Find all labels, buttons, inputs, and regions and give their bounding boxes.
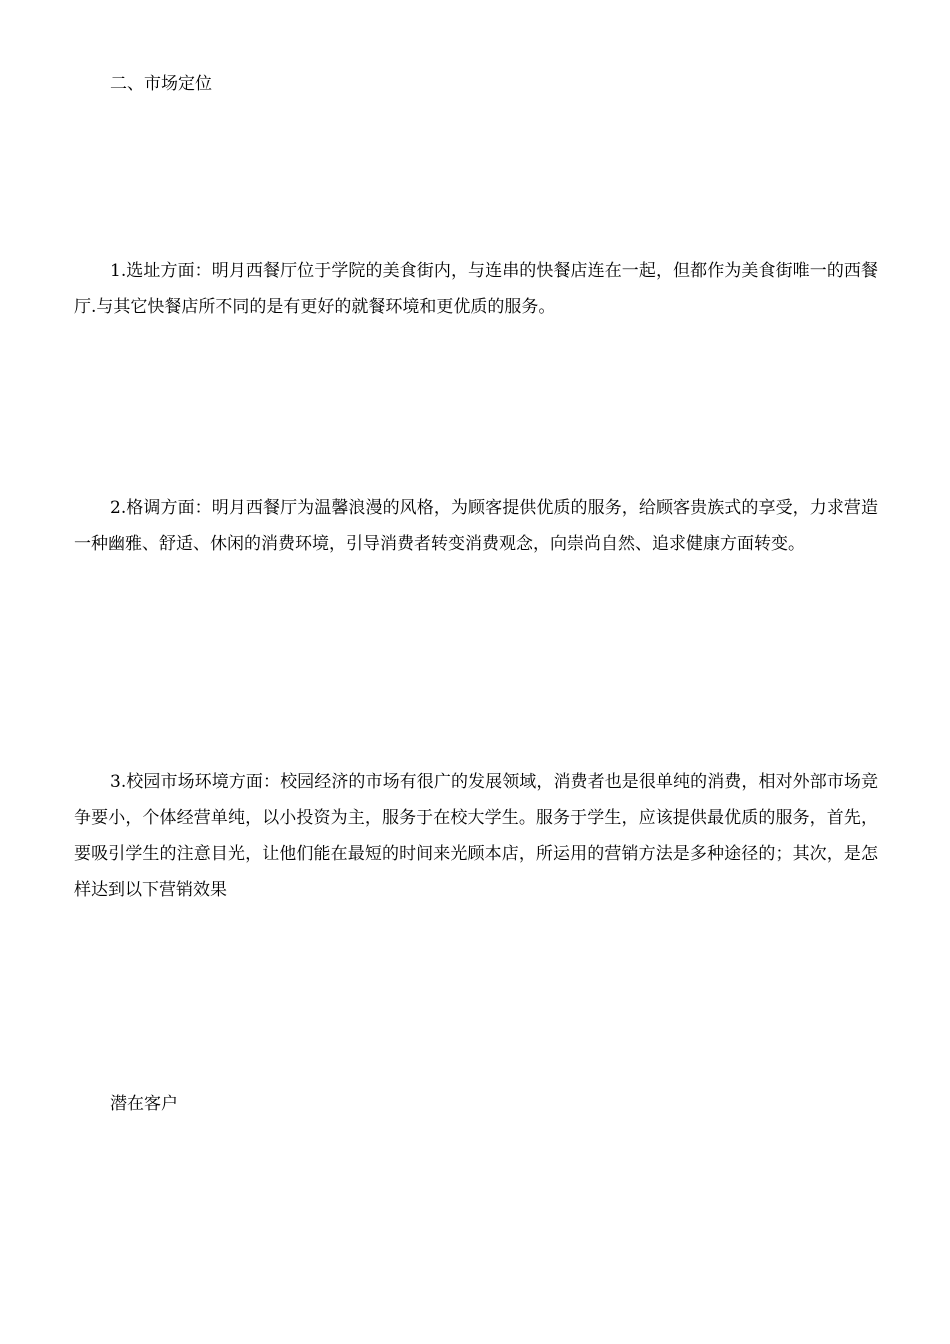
- paragraph-style: 2.格调方面：明月西餐厅为温馨浪漫的风格，为顾客提供优质的服务，给顾客贵族式的享受，力求营造一种幽雅、舒适、休闲的消费环境，引导消费者转变消费观念，向崇尚自然、追求健康方面转变。: [74, 498, 878, 554]
- section-heading: 二、市场定位: [110, 74, 212, 94]
- paragraph-campus-market: 3.校园市场环境方面：校园经济的市场有很广的发展领域，消费者也是很单纯的消费，相对外部市场竞争要小，个体经营单纯，以小投资为主，服务于在校大学生。服务于学生，应该提供最优质的服务，首先，要吸引学生的注意目光，让他们能在最短的时间来光顾本店，所运用的营销方法是多种途径的；其次，是怎样达到以下营销效果: [74, 772, 878, 900]
- subheading-potential-customers: 潜在客户: [110, 1094, 178, 1114]
- paragraph-location: 1.选址方面：明月西餐厅位于学院的美食街内，与连串的快餐店连在一起，但都作为美食街唯一的西餐厅.与其它快餐店所不同的是有更好的就餐环境和更优质的服务。: [74, 261, 878, 317]
